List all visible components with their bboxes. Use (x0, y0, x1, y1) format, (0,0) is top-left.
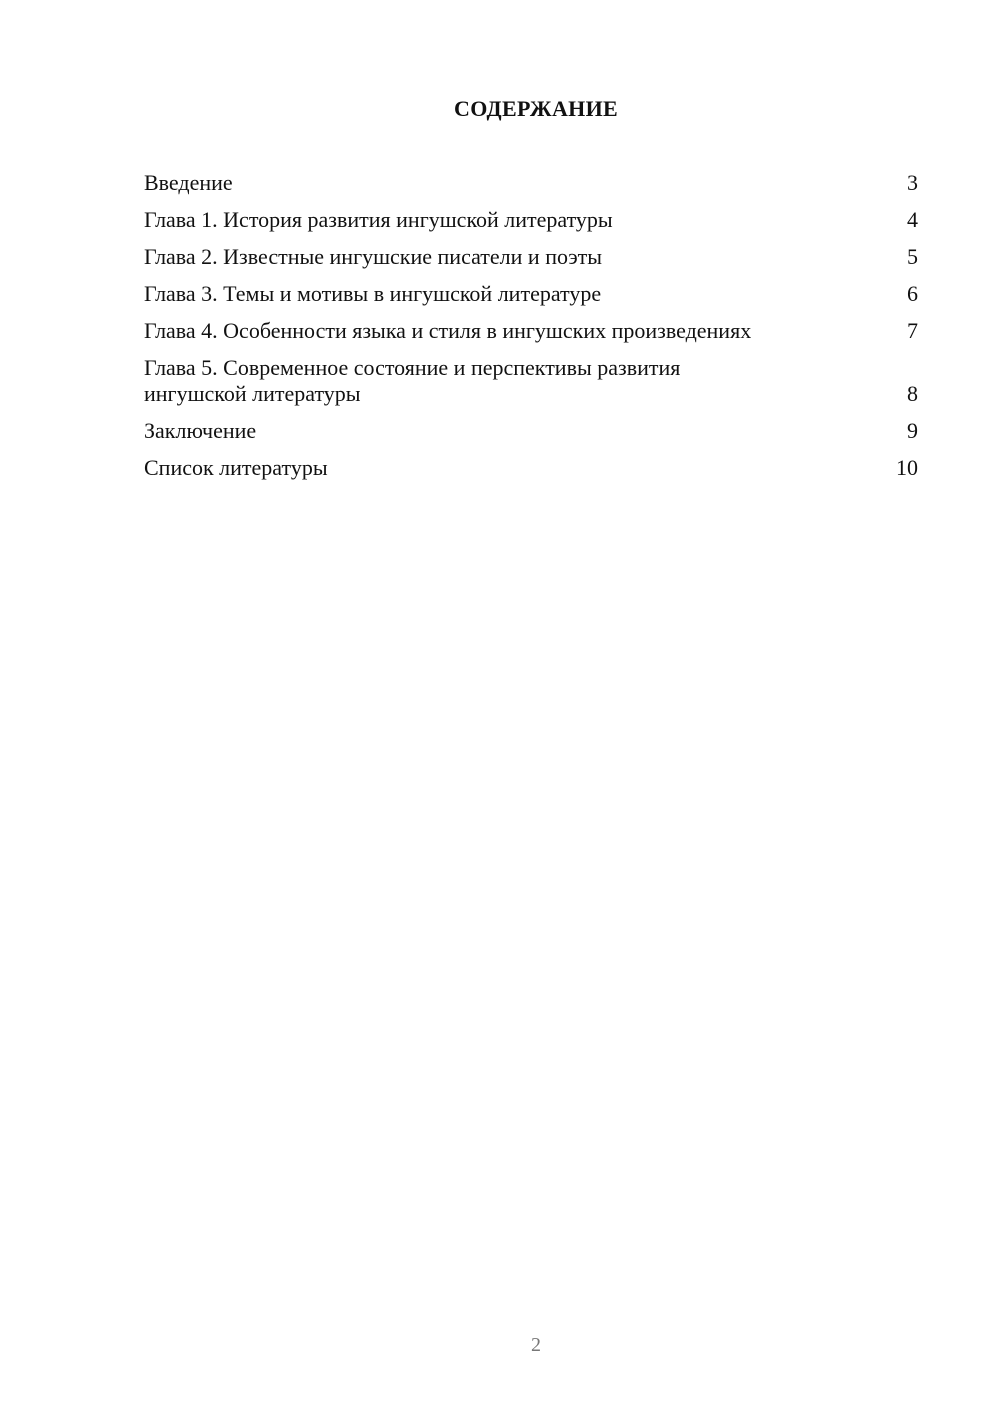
toc-entry-title: Глава 1. История развития ингушской литературы (144, 207, 613, 232)
toc-entry-page: 3 (907, 170, 918, 195)
toc-entry-page: 5 (907, 244, 918, 269)
toc-entry-page: 4 (907, 207, 918, 232)
toc-entry-title: Глава 4. Особенности языка и стиля в ингушских произведениях (144, 318, 752, 343)
toc-entry-title: Список литературы (144, 455, 328, 480)
toc-entry-chapter-4 (144, 318, 918, 344)
toc-entry-chapter-5 (144, 355, 918, 407)
toc-entry-introduction (144, 170, 918, 196)
toc-entry-title: Глава 3. Темы и мотивы в ингушской литературе (144, 281, 602, 306)
toc-entry-page: 6 (907, 281, 918, 306)
toc-entry-page: 8 (907, 381, 918, 406)
toc-entry-title: Заключение (144, 418, 257, 443)
toc-entry-conclusion (144, 418, 918, 444)
toc-entry-title: Введение (144, 170, 233, 195)
toc-entry-title: Глава 2. Известные ингушские писатели и поэты (144, 244, 603, 269)
table-of-contents (144, 170, 918, 492)
page-number: 2 (531, 1334, 541, 1356)
toc-entry-references (144, 455, 918, 481)
toc-heading: СОДЕРЖАНИЕ (454, 96, 618, 121)
toc-entry-page: 9 (907, 418, 918, 443)
toc-entry-chapter-1 (144, 207, 918, 233)
toc-entry-page: 7 (907, 318, 918, 343)
toc-entry-chapter-2 (144, 244, 918, 270)
toc-entry-chapter-3 (144, 281, 918, 307)
toc-entry-page: 10 (896, 455, 918, 480)
toc-entry-title: Глава 5. Современное состояние и перспективы развития ингушской литературы (144, 355, 681, 406)
